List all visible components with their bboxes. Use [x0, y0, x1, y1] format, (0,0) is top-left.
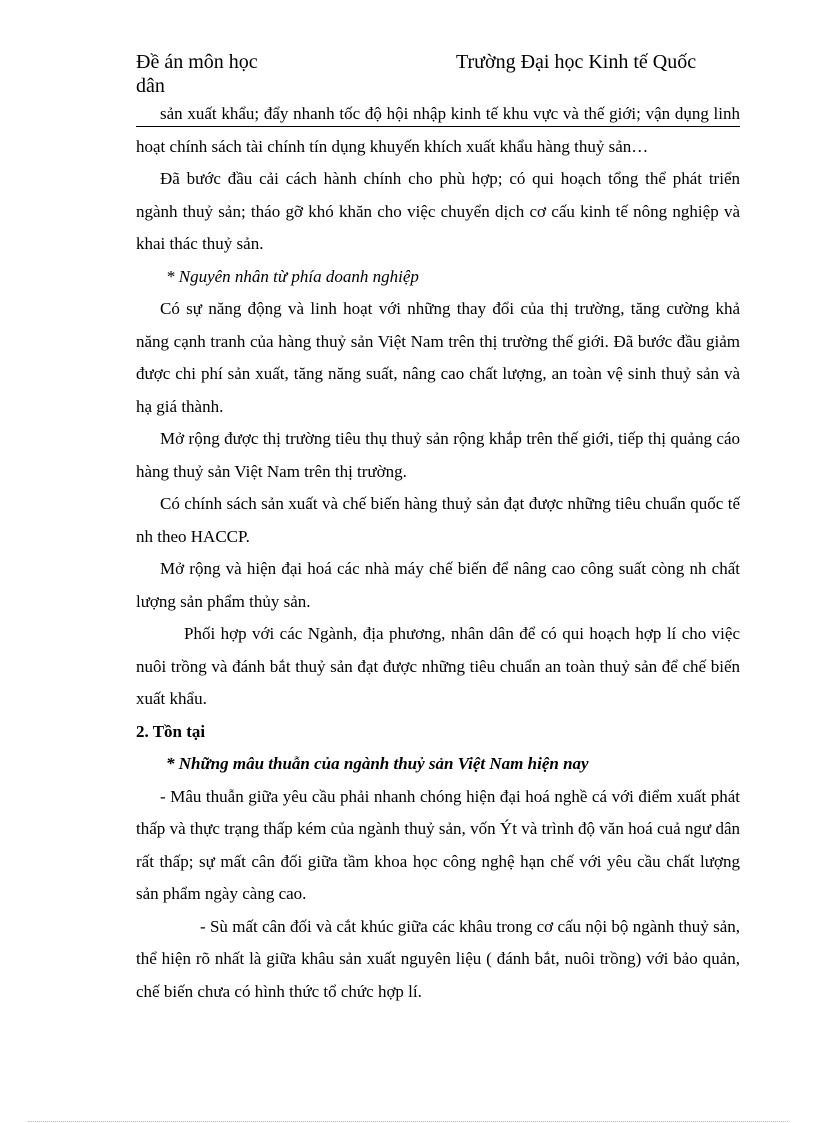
paragraph-8: - Mâu thuẫn giữa yêu cầu phải nhanh chóng hiện đại hoá nghề cá với điểm xuất phát thấp và thực trạng thấp kém của ngành thuỷ sản, vốn Ýt và trình độ văn hoá cuả ngư dân rất thấp; sự mất cân đối giữa tầm khoa học công nghệ hạn chế với yêu cầu chất lượng sản phẩm ngày càng cao.	[136, 786, 740, 903]
document-body	[136, 98, 740, 1008]
subheading-enterprise-causes: * Nguyên nhân từ phía doanh nghiệp	[166, 266, 419, 286]
header-course-title-line2: dân	[136, 75, 165, 97]
paragraph-1: sản xuất khẩu; đẩy nhanh tốc độ hội nhập kinh tế khu vực và thế giới; vận dụng linh hoạt chính sách tài chính tín dụng khuyến khích xuất khẩu hàng thuỷ sản…	[136, 104, 740, 156]
header-university-name: Trường Đại học Kinh tế Quốc	[456, 51, 697, 73]
header-course-title-line1: Đề án môn học	[136, 51, 258, 73]
paragraph-4: Mở rộng được thị trường tiêu thụ thuỷ sản rộng khắp trên thế giới, tiếp thị quảng cáo hàng thuỷ sản Việt Nam trên thị trường.	[136, 429, 740, 481]
paragraph-7: Phối hợp với các Ngành, địa phương, nhân dân để có qui hoạch hợp lí cho việc nuôi trồng và đánh bắt thuỷ sản đạt được những tiêu chuẩn an toàn thuỷ sản để chế biến xuất khẩu.	[136, 624, 740, 708]
paragraph-5: Có chính sách sản xuất và chế biến hàng thuỷ sản đạt được những tiêu chuẩn quốc tế nh theo HACCP.	[136, 494, 740, 546]
subheading-contradictions: * Những mâu thuẫn của ngành thuỷ sản Việt Nam hiện nay	[166, 754, 589, 773]
paragraph-9: - Sù mất cân đối và cắt khúc giữa các khâu trong cơ cấu nội bộ ngành thuỷ sản, thể hiện rõ nhất là giữa khâu sản xuất nguyên liệu ( đánh bắt, nuôi trồng) với bảo quản, chế biến chưa có hình thức tổ chức hợp lí.	[136, 916, 740, 1001]
header-course-title	[136, 50, 286, 98]
paragraph-3: Có sự năng động và linh hoạt với những thay đổi của thị trường, tăng cường khả năng cạnh tranh của hàng thuỷ sản Việt Nam trên thị trường thế giới. Đã bước đầu giảm được chi phí sản xuất, tăng năng suất, nâng cao chất lượng, an toàn vệ sinh thuỷ sản và hạ giá thành.	[136, 299, 740, 416]
paragraph-2: Đã bước đầu cải cách hành chính cho phù hợp; có qui hoạch tổng thể phát triển ngành thuỷ sản; tháo gỡ khó khăn cho việc chuyển dịch cơ cấu kinh tế nông nghiệp và khai thác thuỷ sản.	[136, 169, 740, 253]
paragraph-6: Mở rộng và hiện đại hoá các nhà máy chế biến để nâng cao công suất còng nh chất lượng sản phẩm thủy sản.	[136, 559, 740, 611]
section-heading-2: 2. Tồn tại	[136, 721, 206, 741]
page-bottom-rule	[28, 1121, 788, 1122]
